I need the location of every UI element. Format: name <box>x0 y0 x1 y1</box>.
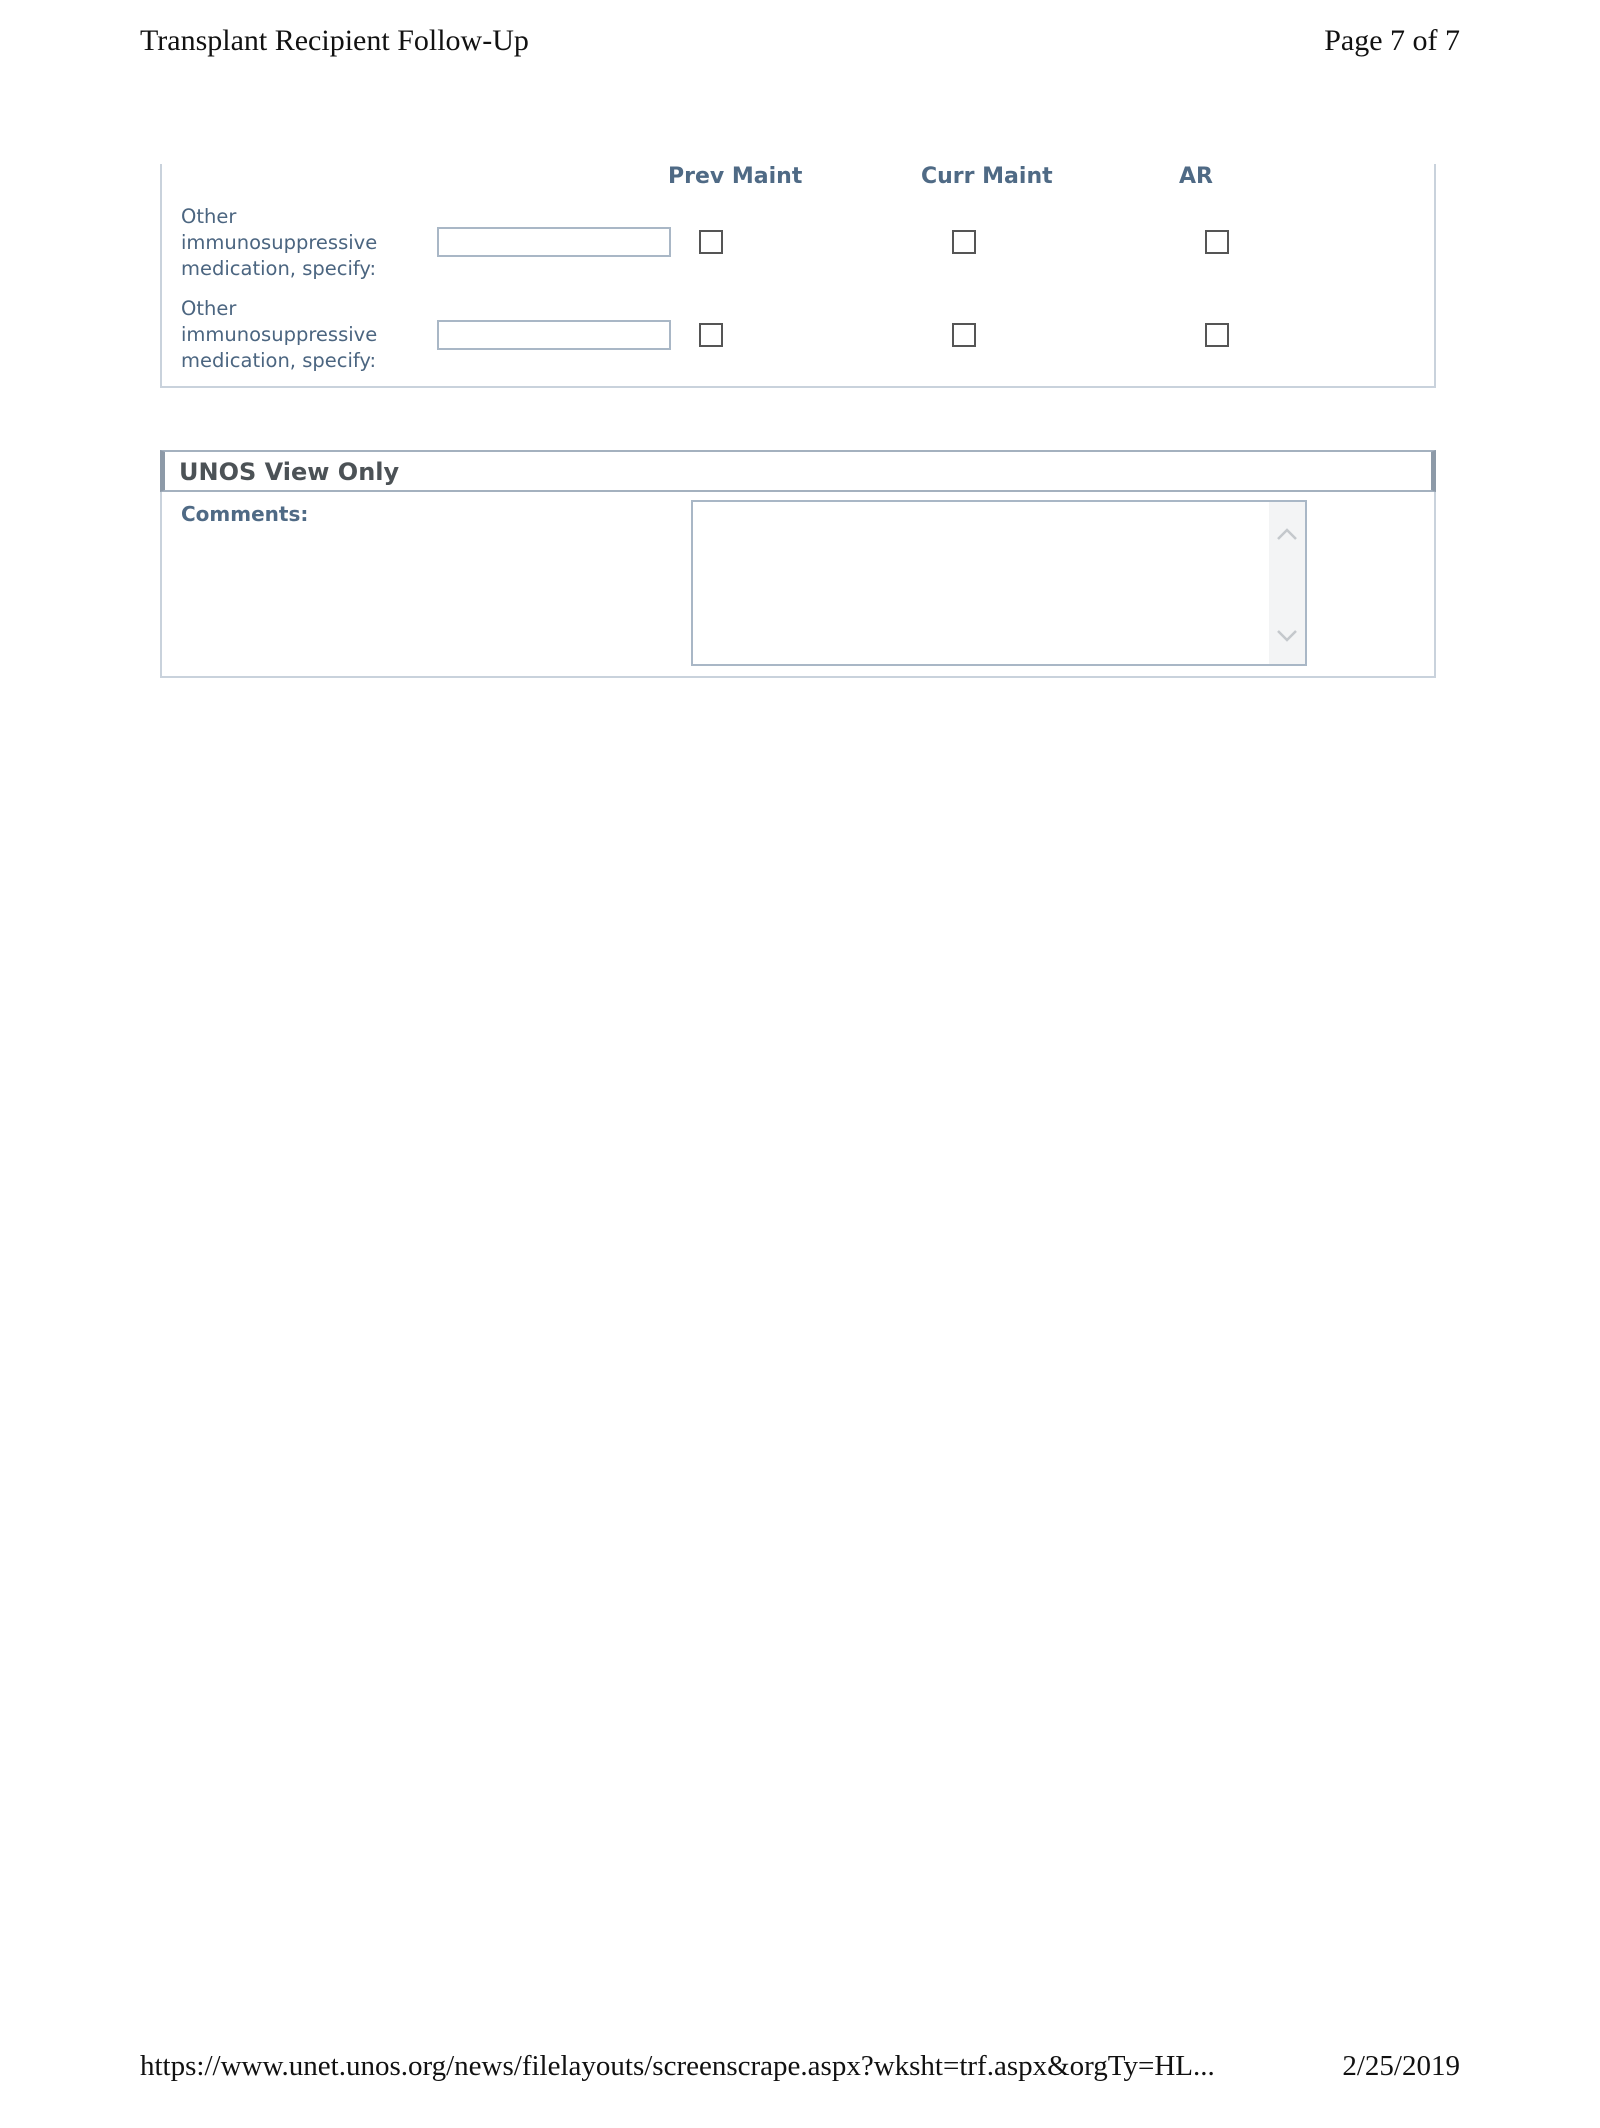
scroll-up-button[interactable] <box>1269 514 1305 554</box>
print-footer <box>140 2050 1460 2083</box>
medication-row <box>162 296 1434 376</box>
unos-view-only-panel <box>160 492 1436 678</box>
medication-row-label: Other immunosuppressive medication, specify: <box>181 297 378 372</box>
section-title: UNOS View Only <box>179 458 400 486</box>
page-url: https://www.unet.unos.org/news/filelayouts/screenscrape.aspx?wksht=trf.aspx&orgTy=HL... <box>140 2050 1215 2082</box>
print-header <box>140 24 1460 58</box>
page-number: Page 7 of 7 <box>1324 24 1460 57</box>
comments-box <box>691 500 1307 666</box>
scroll-down-button[interactable] <box>1269 616 1305 656</box>
other-medication-specify-input[interactable] <box>437 320 671 350</box>
comments-label: Comments: <box>181 502 309 526</box>
chevron-down-icon <box>1275 628 1299 644</box>
unos-view-only-section-header <box>160 450 1436 492</box>
medication-row <box>162 204 1434 284</box>
print-date: 2/25/2019 <box>1342 2050 1460 2082</box>
other-medication-specify-input[interactable] <box>437 227 671 257</box>
comments-scrollbar[interactable] <box>1269 502 1305 664</box>
column-header-ar: AR <box>1179 164 1213 189</box>
chevron-up-icon <box>1275 526 1299 542</box>
medication-row-label: Other immunosuppressive medication, specify: <box>181 205 378 280</box>
curr-maint-checkbox[interactable] <box>952 230 976 254</box>
prev-maint-checkbox[interactable] <box>699 323 723 347</box>
curr-maint-checkbox[interactable] <box>952 323 976 347</box>
column-header-curr-maint: Curr Maint <box>921 164 1053 189</box>
column-header-prev-maint: Prev Maint <box>668 164 803 189</box>
ar-checkbox[interactable] <box>1205 323 1229 347</box>
ar-checkbox[interactable] <box>1205 230 1229 254</box>
prev-maint-checkbox[interactable] <box>699 230 723 254</box>
document-title: Transplant Recipient Follow-Up <box>140 24 529 57</box>
immunosuppressive-medications-panel <box>160 164 1436 388</box>
comments-textarea[interactable] <box>693 502 1267 664</box>
